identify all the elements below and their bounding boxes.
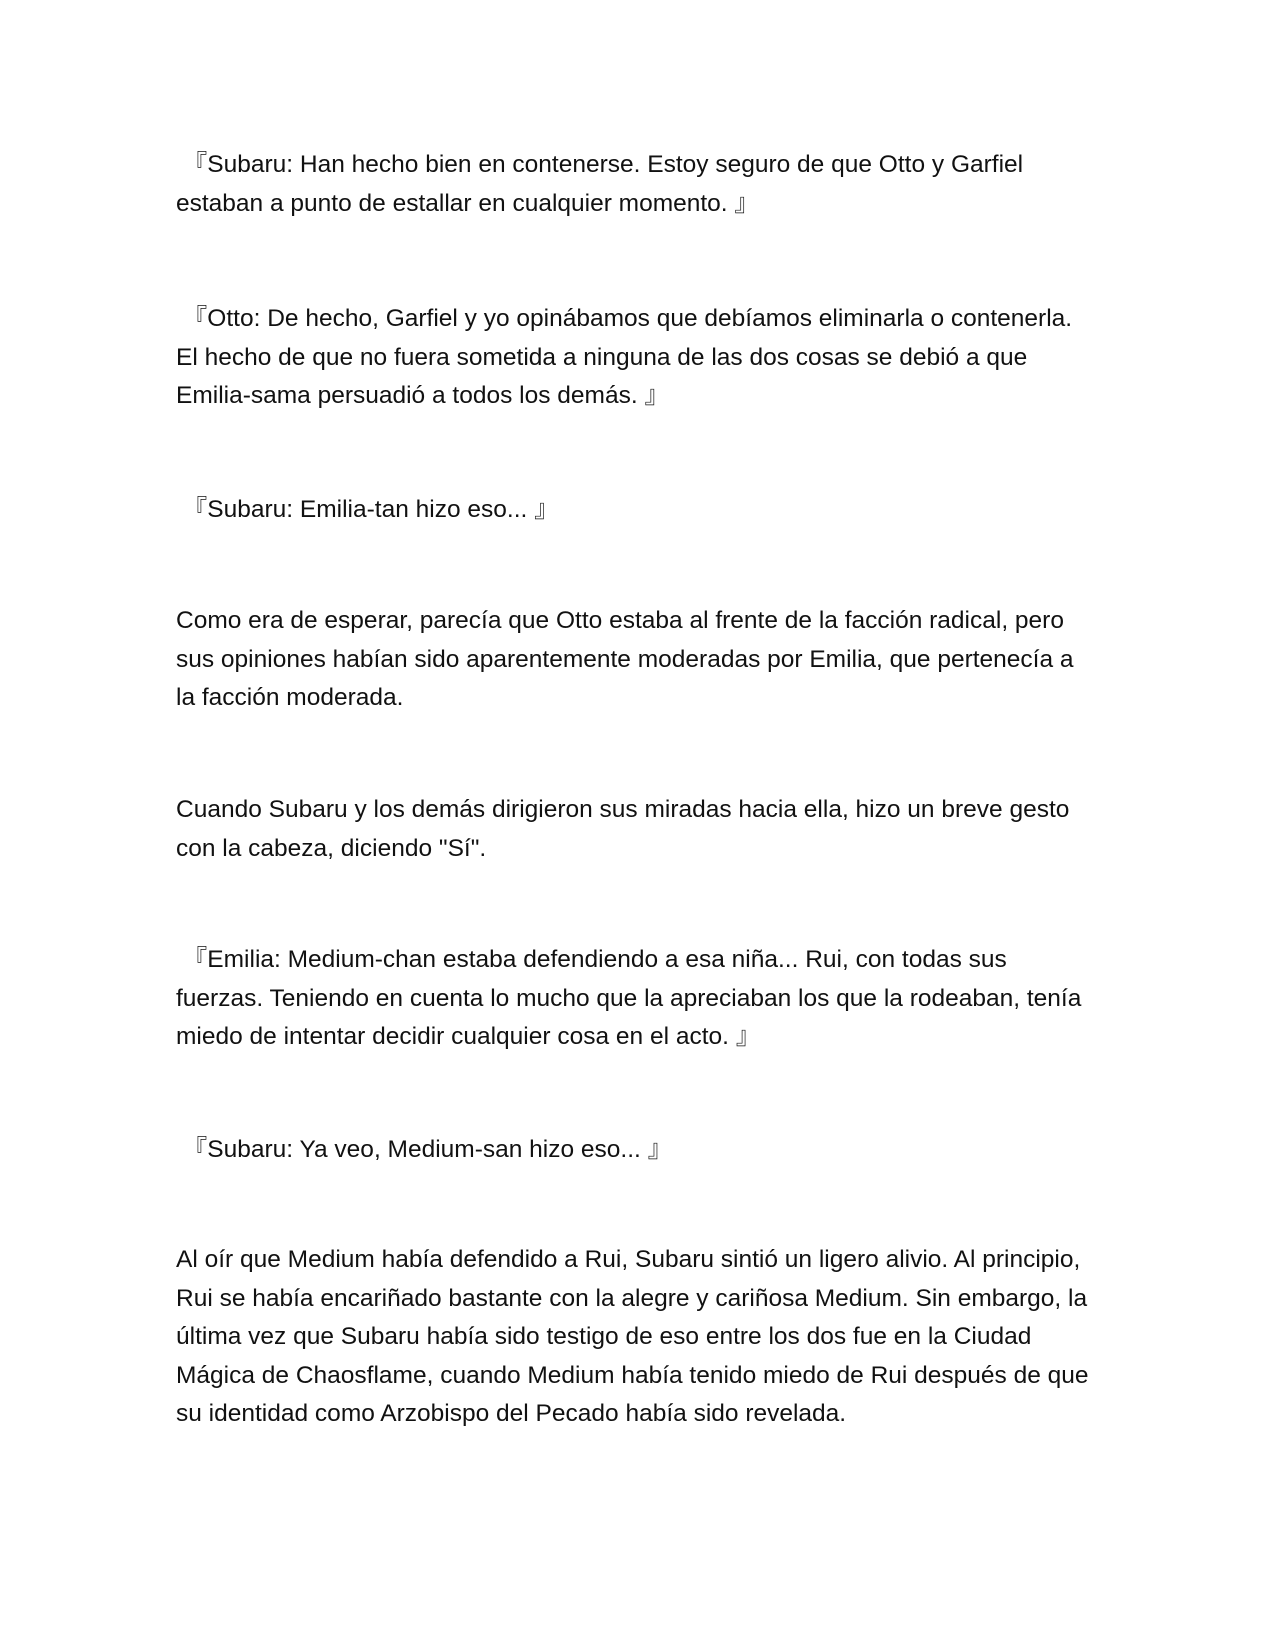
paragraph-narration-2: Cuando Subaru y los demás dirigieron sus miradas hacia ella, hizo un breve gesto con la cabeza, diciendo "Sí".	[176, 796, 1070, 862]
paragraph-narration-1: Como era de esperar, parecía que Otto estaba al frente de la facción radical, pero sus opiniones habían sido aparentemente moderadas por Emilia, que pertenecía a la facción moderada.	[176, 607, 1074, 711]
paragraph-subaru-dialogue-2: 『Subaru: Emilia-tan hizo eso... 』	[176, 496, 559, 523]
paragraph-emilia-dialogue: 『Emilia: Medium-chan estaba defendiendo a esa niña... Rui, con todas sus fuerzas. Teniendo en cuenta lo mucho que la apreciaban los que la rodeaban, tenía miedo de intentar decidir cualquier cosa en el acto. 』	[176, 946, 1082, 1050]
paragraph-narration-3: Al oír que Medium había defendido a Rui, Subaru sintió un ligero alivio. Al principio, Rui se había encariñado bastante con la alegre y cariñosa Medium. Sin embargo, la última vez que Subaru había sido testigo de eso entre los dos fue en la Ciudad Mágica de Chaosflame, cuando Medium había tenido miedo de Rui después de que su identidad como Arzobispo del Pecado había sido revelada.	[176, 1246, 1089, 1427]
paragraph-otto-dialogue: 『Otto: De hecho, Garfiel y yo opinábamos que debíamos eliminarla o contenerla. El hecho de que no fuera sometida a ninguna de las dos cosas se debió a que Emilia-sama persuadió a todos los demás. 』	[176, 305, 1073, 409]
paragraph-subaru-dialogue-1: 『Subaru: Han hecho bien en contenerse. Estoy seguro de que Otto y Garfiel estaban a punto de estallar en cualquier momento. 』	[176, 151, 1024, 217]
paragraph-subaru-dialogue-3: 『Subaru: Ya veo, Medium-san hizo eso... 』	[176, 1136, 673, 1163]
